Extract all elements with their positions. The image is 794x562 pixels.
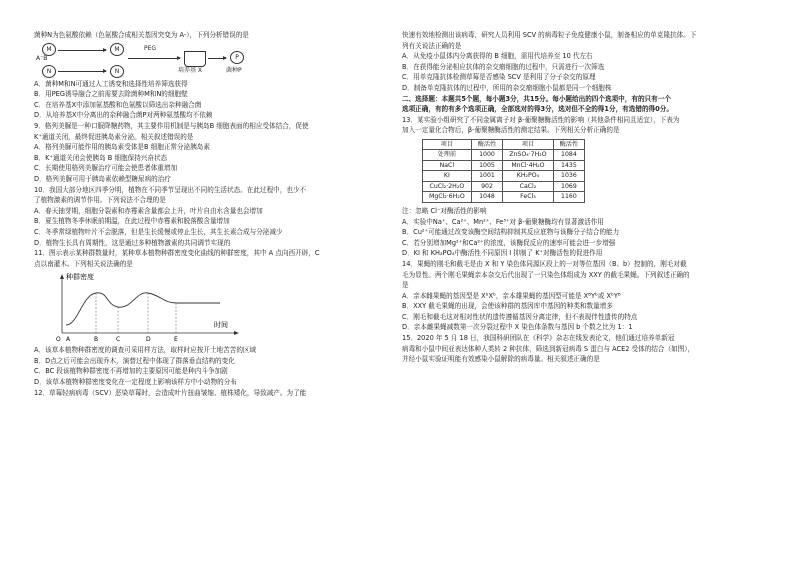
q10-option-d: D．植物生长具有周期性，这是通过多种植物激素的共同调节实现的 <box>34 238 231 247</box>
x-axis-label: 时间 <box>214 321 228 330</box>
right-column <box>402 30 762 365</box>
q12-option-a: A．从免疫小鼠体内分离获得的 B 细胞，需用代培养至 10 代左右 <box>402 52 593 61</box>
header-activity-1: 酶活性 <box>471 139 503 150</box>
table-cell: 处理前 <box>423 150 472 161</box>
point-o: O <box>56 336 61 344</box>
table-row <box>423 150 585 161</box>
x-axis-arrow <box>234 331 239 335</box>
q13-line-2: 加入一定量化合物后，β-葡聚糖酶活性的测定结果。下列相关分析正确的是 <box>402 126 620 135</box>
arrow-fusion <box>128 58 180 59</box>
q8-option-d: D．从培养基X中分离出的杂种融合菌P对两种氨基酸均不依赖 <box>34 111 213 120</box>
protoplast-m-label: M <box>114 45 120 53</box>
q9-line-2: K⁺通道关闭，最终促进胰岛素分泌。相关叙述错误的是 <box>34 132 194 141</box>
table-cell: KI <box>423 171 472 182</box>
q14-option-c: C．刚毛和截毛这对相对性状的遗传遵循基因分离定律，但不表现伴性遗传的特点 <box>402 312 638 321</box>
table-row <box>423 171 585 182</box>
medium-x-dish <box>184 51 206 67</box>
q13-option-a: A．实验中Na⁺、Ca²⁺、Mn²⁺、Fe³⁺对 β-葡聚糖酶均有显著激活作用 <box>402 217 604 226</box>
q8-option-b: B．用PEG诱导融合之前需要去除菌种M和N的细胞壁 <box>34 90 188 99</box>
q15-line-3: 并经小鼠实验证明能有效感染小鼠解除的病毒量。相关叙述正确的是 <box>402 355 600 364</box>
header-activity-2: 酶活性 <box>553 139 585 150</box>
table-row <box>423 160 585 171</box>
q11-option-d: D．该草本植物种群密度变化在一定程度上影响该样方中小动物的分布 <box>34 378 237 387</box>
table-cell: FeCl₃ <box>503 192 553 203</box>
q9-line-1: 9．格列美脲是一种口服降糖药物，其主要作用机制是与胰岛B 细胞表面的相应受体结合，促使 <box>34 121 309 130</box>
table-row <box>423 181 585 192</box>
table-cell: CuCl₂·2H₂O <box>423 181 472 192</box>
q9-option-a: A．格列美脲可能作用的胰岛素受体是B 细胞正常分泌胰岛素 <box>34 143 210 152</box>
table-header-row <box>423 139 585 150</box>
header-item-1: 项目 <box>423 139 472 150</box>
q9-option-b: B．K⁺通道关闭会使胰岛 B 细胞保持兴奋状态 <box>34 153 168 162</box>
point-e: E <box>174 336 178 344</box>
point-a: A <box>66 336 71 344</box>
q13-line-1: 13．某实验小组研究了不同金属离子对 β-葡聚糖酶活性的影响（其他条件相同且适宜），下表为 <box>402 115 680 124</box>
table-cell: 902 <box>471 181 503 192</box>
section2-heading-2: 选项正确，有的有多个选项正确，全部选对的得3分，选对但不全的得1分，有选错的得0分。 <box>402 105 673 114</box>
q12-option-c: C．用单克隆抗体检测草莓是否感染 SCV 是利用了分子杂交的原理 <box>402 73 596 82</box>
q14-line-2: 毛为显性。两个刚毛果蝇亲本杂交后代出现了一只染色体组成为 XXY 的截毛果蝇。下列叙述正确的 <box>402 270 690 279</box>
q14-option-b: B．XXY 截毛果蝇的出现，会使该种群的基因库中基因的种类和数量增多 <box>402 302 613 311</box>
y-axis-arrow <box>60 274 64 279</box>
q14-option-a: A．亲本雌果蝇的基因型是 XᵇXᵇ，亲本雄果蝇的基因型可能是 XᴮYᵇ或 XᵇYᴮ <box>402 291 621 300</box>
q15-line-1: 15．2020 年 5 月 18 日，我国科研团队在《科学》杂志在线发表论文，他们通过培养单新冠 <box>402 334 675 343</box>
q8-option-c: C．在培养基X中添加氨基酸和色氨酸以筛选出杂种融合菌 <box>34 100 202 109</box>
table-cell: 1048 <box>471 192 503 203</box>
q13-option-b: B．Cu²⁺可能通过改变该酶空间结构抑制其反应底物与该酶分子结合的能力 <box>402 228 620 237</box>
q11-line-2: 点以南灌木。下列相关说法确的是 <box>34 259 133 268</box>
arrow-n <box>58 71 106 72</box>
q14-line-3: 是 <box>402 281 409 290</box>
table-cell: MgCl₂·6H₂O <box>423 192 472 203</box>
q12-option-d: D．制备单克隆抗体的过程中，所用的杂交瘤细胞小鼠都是同一个细胞株 <box>402 83 612 92</box>
arrow-m <box>58 50 106 51</box>
q9-option-d: D．格列美脲可用于胰岛素依赖型糖尿病的治疗 <box>34 174 171 183</box>
q10-option-c: C．冬季常绿植物叶片不会脱落，但是生长缓慢或停止生长，其生长素合成与分泌减少 <box>34 227 283 236</box>
population-density-chart <box>44 271 244 343</box>
q11-option-b: B．D点之后可能会出现乔木，演替过程中体现了群落垂直结构的变化 <box>34 356 235 365</box>
peg-label: PEG <box>144 44 157 52</box>
enzyme-activity-table <box>422 139 585 203</box>
density-curve <box>66 293 220 325</box>
strain-m-label: M <box>46 45 52 53</box>
table-cell: 1069 <box>553 181 585 192</box>
table-row <box>423 192 585 203</box>
q11-option-c: C．BC 段该植物种群密度不再增加的主要原因可能是种内斗争加剧 <box>34 367 228 376</box>
q12-cont-1: 快速有效地检测出该病毒，研究人员利用 SCV 的病毒粒子免疫健康小鼠，制备相应的单克隆抗体。下 <box>402 31 697 39</box>
q8-option-a: A．菌种M和N可通过人工诱变和选择性培养筛选获得 <box>34 79 188 88</box>
table-cell: 1001 <box>471 171 503 182</box>
strain-p-caption: 菌种P <box>226 66 242 74</box>
strain-p-label: P <box>235 53 239 61</box>
q13-note: 注：忽略 Cl⁻对酶活性的影响 <box>402 206 487 215</box>
table-cell: 1160 <box>553 192 585 203</box>
q14-option-d: D．亲本雌果蝇减数第一次分裂过程中 X 染色体条数与基因 b 个数之比为 1：1 <box>402 323 633 332</box>
table-cell: ZnSO₄·7H₂O <box>503 150 553 161</box>
table-cell: MnCl·4H₂O <box>503 160 553 171</box>
table-cell: CaCl₂ <box>503 181 553 192</box>
cell-fusion-diagram <box>34 41 334 79</box>
header-item-2: 项目 <box>503 139 553 150</box>
protoplast-n-label: N <box>114 67 120 75</box>
strain-p-circle <box>230 51 244 64</box>
q15-line-2: 病毒和小鼠中间亚表达体种人类转 2 种抗体，筛选到新冠病毒 S 蛋白与 ACE2 受体的结合（如图）， <box>402 344 695 353</box>
q14-line-1: 14．果蝇的刚毛和截毛是由 X 和 Y 染色体同源区段上的一对等位基因（B、b）控制的，刚毛对截 <box>402 259 687 268</box>
point-d: D <box>146 336 151 344</box>
point-c: C <box>116 336 121 344</box>
table-cell: 1435 <box>553 160 585 171</box>
population-density-svg <box>44 271 244 343</box>
table-cell: 1036 <box>553 171 585 182</box>
q13-option-c: C．若分别增加Mg²⁺和Ca²⁺的浓度，该酶促反应的速率可能会进一步增强 <box>402 238 616 247</box>
arrow-medium <box>208 58 226 59</box>
y-axis-label: 种群密度 <box>66 273 94 282</box>
q12-option-b: B．在获得能分泌相应抗体的杂交瘤细胞的过程中，只需进行一次筛选 <box>402 62 605 71</box>
table-cell: KH₂PO₄ <box>503 171 553 182</box>
table-cell: 1084 <box>553 150 585 161</box>
q12-line-1: 12．草莓轻病病毒（SCV）恶染草莓时，会造成叶片扭曲皱缩、植株矮化，导致减产。为了能 <box>34 388 307 397</box>
q10-option-a: A．春天抽芽期，细胞分裂素和赤霉素含量都会上升，叶片自由水含量也会增加 <box>34 206 263 215</box>
table-cell: 1000 <box>471 150 503 161</box>
q8-intro: 菌种N为色氨酸依赖（色氨酸合成相关基因突变为 A-），下列分析错误的是 <box>34 31 249 39</box>
medium-x-label: 培养基 X <box>178 66 203 74</box>
q9-option-c: C．长期使用格列美脲治疗可能会使患者体重增加 <box>34 164 178 173</box>
section2-heading-1: 二、选择题：本题共5个题，每小题3分，共15分。每小题给出的四个选项中，有的只有一个 <box>402 94 671 103</box>
q13-option-d: D．KI 和 KH₂PO₄中酶活性不同原因 I 抑制了 K⁺对酶活性的促进作用 <box>402 249 603 258</box>
protoplast-n-circle <box>110 65 124 78</box>
point-b: B <box>94 336 99 344</box>
q11-option-a: A．该草本植物种群密度的调查可采用样方法，取样时应按开土地苦苦的区域 <box>34 346 257 355</box>
table-cell: 1005 <box>471 160 503 171</box>
q10-line-2: 了植物激素的调节作用。下列说法不合理的是 <box>34 196 166 205</box>
q12-cont-2: 列有关说法正确的是 <box>402 41 462 50</box>
q11-line-1: 11．图示表示某种群数量时，某种草本植物种群密度变化曲线的种群密度，其中 A 点向西开辟，C <box>34 249 320 258</box>
protoplast-m-circle <box>110 43 124 56</box>
genotype-label: A⁻B <box>36 54 48 62</box>
q10-line-1: 10．我国大部分地区四季分明，植物在不同季节呈现出不同的生活状态。在此过程中，也少不 <box>34 185 307 194</box>
table-cell: NaCl <box>423 160 472 171</box>
strain-n-label: N <box>46 67 52 75</box>
q10-option-b: B．夏生植物冬季休眠前期温，在此过程中赤霉素和脱落酸含量增加 <box>34 217 230 226</box>
strain-n-circle <box>42 65 56 78</box>
left-column <box>34 30 394 398</box>
